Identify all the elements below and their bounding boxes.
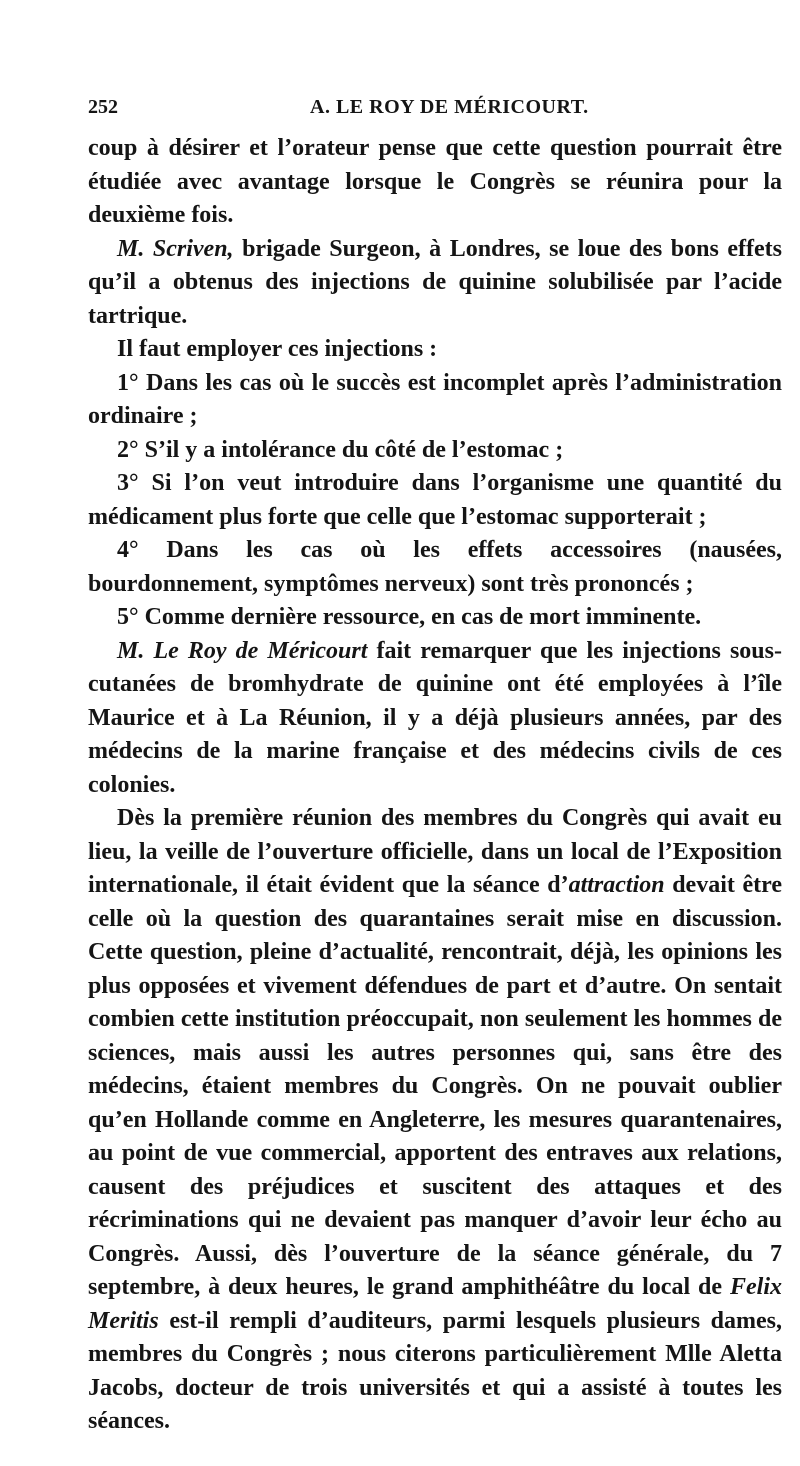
speaker-name: M. Le Roy de Méricourt xyxy=(117,637,368,664)
list-item-4: 4° Dans les cas où les effets accessoires (nausées, bourdonnement, symptômes nerveux) sont très prononcés ; xyxy=(88,537,782,597)
italic-term: attraction xyxy=(568,872,665,898)
page-number: 252 xyxy=(88,96,118,118)
italic-place: Felix Meritis xyxy=(88,1274,782,1334)
page-body xyxy=(88,132,782,1439)
paragraph-scriven: M. Scriven, brigade Surgeon, à Londres, se loue des bons effets qu’il a obtenus des injections de quinine solubilisée par l’acide tartrique. xyxy=(88,235,782,329)
paragraph-continuation: coup à désirer et l’orateur pense que cette question pourrait être étudiée avec avantage lorsque le Congrès se réunira pour la deuxième fois. xyxy=(88,135,782,228)
list-item-3: 3° Si l’on veut introduire dans l’organisme une quantité du médicament plus forte que celle que l’estomac supporterait ; xyxy=(88,470,782,530)
list-item-1: 1° Dans les cas où le succès est incomplet après l’administration ordinaire ; xyxy=(88,369,782,429)
list-item-5: 5° Comme dernière ressource, en cas de mort imminente. xyxy=(117,604,702,630)
paragraph-injections-intro: Il faut employer ces injections : xyxy=(117,336,438,362)
paragraph-le-roy: M. Le Roy de Méricourt fait remarquer que les injections sous-cutanées de bromhydrate de quinine ont été employées à l’île Maurice et à La Réunion, il y a déjà plusieurs années, par des médecins de la marine française et des médecins civils de ces colonies. xyxy=(88,637,782,798)
speaker-name: M. Scriven, xyxy=(117,235,234,262)
running-title: A. LE ROY DE MÉRICOURT. xyxy=(310,96,589,118)
list-item-2: 2° S’il y a intolérance du côté de l’estomac ; xyxy=(117,436,564,463)
page-header xyxy=(88,96,788,126)
paragraph-quarantine: Dès la première réunion des membres du Congrès qui avait eu lieu, la veille de l’ouverture officielle, dans un local de l’Exposition internationale, il était évident que la séance d’attraction devait être celle où la question des quarantaines serait mise en discussion. Cette question, pleine d’actualité, rencontrait, déjà, les opinions les plus opposées et vivement défendues de part et d’autre. On sentait combien cette institution préoccupait, non seulement les hommes de sciences, mais aussi les autres personnes qui, sans être des médecins, étaient membres du Congrès. On ne pouvait oublier qu’en Hollande comme en Angleterre, les mesures quarantenaires, au point de vue commercial, apportent des entraves aux relations, causent des préjudices et suscitent des attaques et des récriminations qui ne devaient pas manquer d’avoir leur écho au Congrès. Aussi, dès l’ouverture de la séance générale, du 7 septembre, à deux heures, le grand amphithéâtre du local de Felix Meritis est-il rempli d’auditeurs, parmi lesquels plusieurs dames, membres du Congrès ; nous citerons particulièrement Mlle Aletta Jacobs, docteur de trois universités et qui a assisté à toutes les séances. xyxy=(88,805,782,1434)
